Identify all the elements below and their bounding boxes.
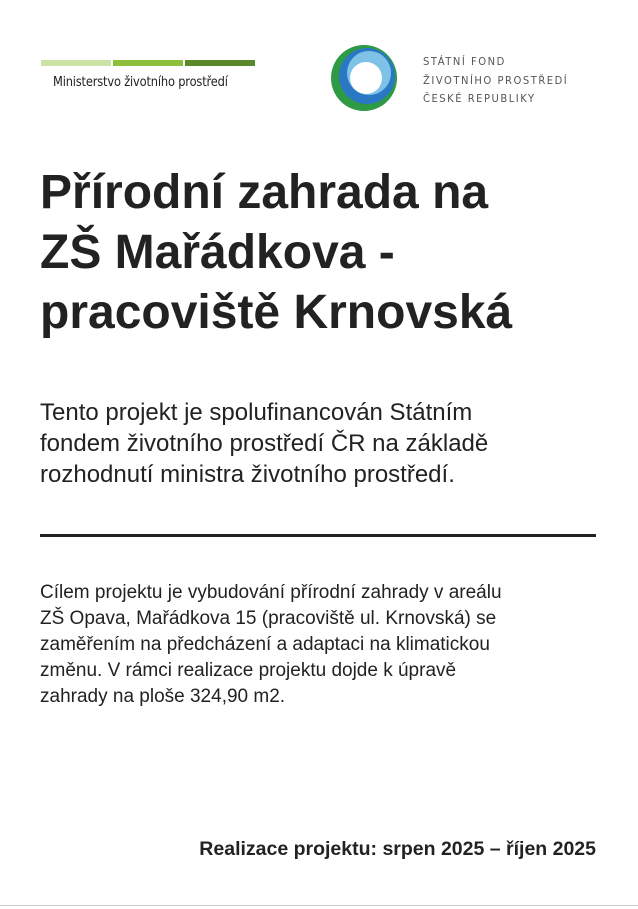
ministry-bar-mid	[113, 60, 183, 66]
title-line: ZŠ Mařádkova -	[40, 226, 395, 279]
subtitle-line: rozhodnutí ministra životního prostředí.	[40, 461, 455, 488]
title-line: Přírodní zahrada na	[40, 166, 489, 219]
fund-line-3: ČESKÉ REPUBLIKY	[423, 93, 536, 105]
ministry-bar-dark	[185, 60, 255, 66]
fund-line-1: STÁTNÍ FOND	[423, 56, 506, 68]
subtitle-line: Tento projekt je spolufinancován Státním	[40, 399, 473, 426]
funding-statement	[40, 397, 610, 490]
fund-swirl-center	[350, 62, 382, 94]
body-line: Cílem projektu je vybudování přírodní zahrady v areálu	[40, 582, 502, 603]
page-title	[40, 163, 610, 343]
body-line: změnu. V rámci realizace projektu dojde k úpravě	[40, 660, 457, 681]
ministry-bar-light	[41, 60, 111, 66]
fund-swirl-icon	[329, 42, 399, 114]
fund-line-2: ŽIVOTNÍHO PROSTŘEDÍ	[423, 74, 569, 87]
ministry-name: Ministerstvo životního prostředí	[53, 75, 228, 90]
fund-logo-text	[423, 53, 568, 109]
page-bottom-edge	[0, 905, 638, 906]
fund-logo-symbol	[329, 42, 399, 114]
ministry-logo	[41, 60, 255, 100]
subtitle-line: fondem životního prostředí ČR na základě	[40, 430, 489, 457]
ministry-logo-bars	[41, 60, 255, 66]
body-line: ZŠ Opava, Mařádkova 15 (pracoviště ul. Krnovská) se	[40, 608, 497, 629]
body-line: zahrady na ploše 324,90 m2.	[40, 686, 286, 707]
body-line: zaměřením na předcházení a adaptaci na klimatickou	[40, 634, 490, 655]
project-timeline: Realizace projektu: srpen 2025 – říjen 2025	[199, 838, 596, 860]
project-description	[40, 580, 610, 710]
section-divider	[40, 534, 596, 537]
title-line: pracoviště Krnovská	[40, 286, 513, 339]
